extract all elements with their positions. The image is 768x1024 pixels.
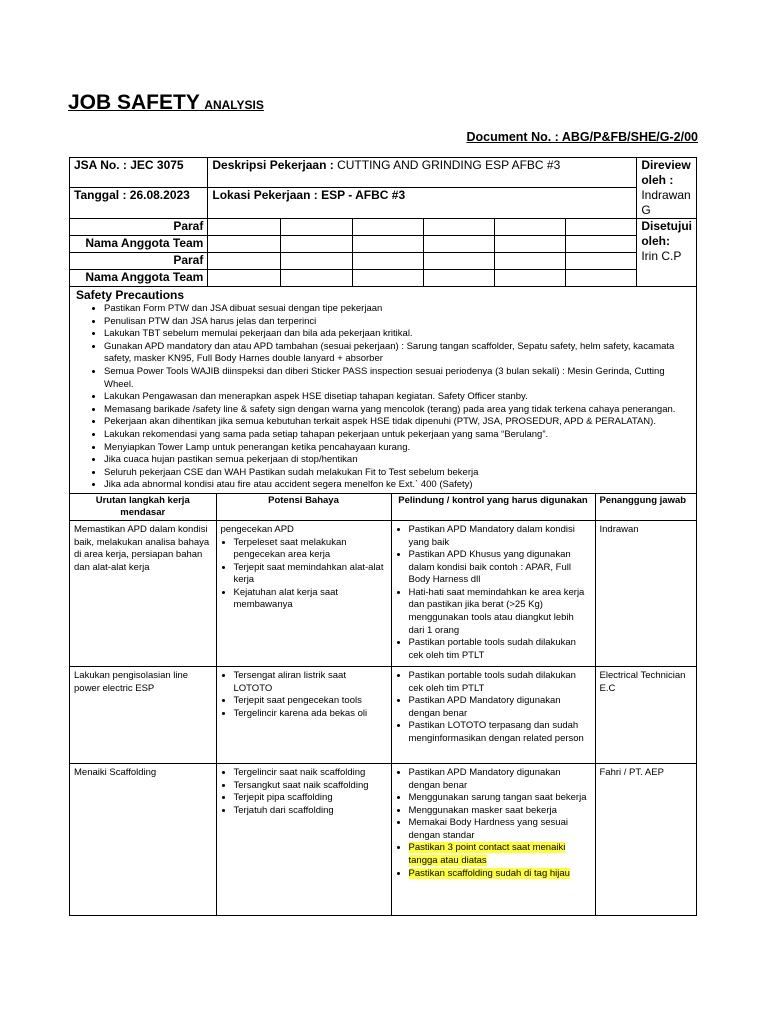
- hazard-item: • Kejatuhan alat kerja saat membawanya: [234, 587, 387, 612]
- control-cell: [391, 763, 595, 915]
- control-item: • Pastikan portable tools sudah dilakukan cek oleh tim PTLT: [409, 637, 591, 662]
- paraf-cell[interactable]: [208, 253, 281, 270]
- column-header-control: Pelindung / kontrol yang harus digunakan: [391, 493, 595, 520]
- pic-cell: Electrical Technician E.C: [595, 666, 696, 763]
- precaution-item: • Semua Power Tools WAJIB diinspeksi dan diberi Sticker PASS inspection sesuai periodenya (3 bulan sekali) : Mesin Gerinda, Cutting Wheel.: [104, 366, 688, 391]
- team-member-cell[interactable]: [352, 270, 423, 287]
- paraf-cell[interactable]: [281, 219, 352, 236]
- control-list: [396, 524, 591, 663]
- hazard-list: [221, 670, 387, 720]
- control-item: • Pastikan APD Mandatory digunakan dengan benar: [409, 695, 591, 720]
- highlight-text: Pastikan 3 point contact saat menaiki tangga atau diatas: [408, 842, 566, 867]
- paraf-cell[interactable]: [423, 253, 494, 270]
- hazard-item: • Tersangkut saat naik scaffolding: [234, 780, 387, 793]
- approver-name: Irin C.P: [641, 249, 682, 263]
- team-member-label-2: Nama Anggota Team: [70, 270, 208, 287]
- column-header-pic: Penanggung jawab: [595, 493, 696, 520]
- team-member-cell[interactable]: [208, 270, 281, 287]
- step-cell: Memastikan APD dalam kondisi baik, melakukan analisa bahaya di area kerja, persiapan bahan dan alat-alat kerja: [70, 520, 216, 666]
- paraf-label-2: Paraf: [70, 253, 208, 270]
- document-title: [68, 91, 264, 115]
- job-location-label: Lokasi Pekerjaan :: [212, 188, 322, 203]
- job-location-value: ESP - AFBC #3: [321, 188, 406, 203]
- paraf-cell[interactable]: [423, 219, 494, 236]
- jsa-number: JSA No. : JEC 3075: [70, 158, 208, 188]
- column-header-step: Urutan langkah kerja mendasar: [70, 493, 216, 520]
- job-location: [208, 188, 637, 219]
- control-item: • Hati-hati saat memindahkan ke area kerja dan pastikan jika berat (>25 Kg) menggunakan tools atau diangkut lebih dari 1 orang: [409, 587, 591, 637]
- title-main: JOB SAFETY: [68, 91, 200, 114]
- reviewer-cell: [637, 158, 696, 219]
- control-item: • Pastikan APD Khusus yang digunakan dalam kondisi baik contoh : APAR, Full Body Harness dll: [409, 549, 591, 587]
- team-member-cell[interactable]: [423, 236, 494, 253]
- safety-precautions: [70, 288, 696, 492]
- job-description-label: Deskripsi Pekerjaan :: [212, 158, 338, 172]
- table-row: [70, 520, 696, 666]
- step-cell: Lakukan pengisolasian line power electric ESP: [70, 666, 216, 763]
- pic-cell: Fahri / PT. AEP: [595, 763, 696, 915]
- hazard-item: • Terjepit saat memindahkan alat-alat kerja: [234, 562, 387, 587]
- team-member-cell[interactable]: [281, 236, 352, 253]
- control-item: • Pastikan APD Mandatory digunakan dengan benar: [409, 767, 591, 792]
- paraf-label-1: Paraf: [70, 219, 208, 236]
- team-member-cell[interactable]: [208, 236, 281, 253]
- pic-cell: Indrawan: [595, 520, 696, 666]
- precaution-item: • Lakukan rekomendasi yang sama pada setiap tahapan pekerjaan untuk pekerjaan yang sama “Berulang”.: [104, 429, 688, 442]
- control-item: • Pastikan LOTOTO terpasang dan sudah menginformasikan dengan related person: [409, 720, 591, 745]
- paraf-cell[interactable]: [352, 253, 423, 270]
- precaution-item: • Jika cuaca hujan pastikan semua pekerjaan di stop/hentikan: [104, 454, 688, 467]
- control-item: • Menggunakan masker saat bekerja: [409, 805, 591, 818]
- steps-table: [70, 493, 696, 916]
- control-item-highlighted: [409, 868, 591, 881]
- paraf-cell[interactable]: [352, 219, 423, 236]
- hazard-item: • Terjepit saat pengecekan tools: [234, 695, 387, 708]
- team-member-label-1: Nama Anggota Team: [70, 236, 208, 253]
- precaution-item: • Lakukan Pengawasan dan menerapkan aspek HSE disetiap tahapan kegiatan. Safety Officer stanby.: [104, 391, 688, 404]
- job-description-value: CUTTING AND GRINDING ESP AFBC #3: [337, 158, 561, 172]
- job-description: [208, 158, 637, 188]
- team-member-cell[interactable]: [352, 236, 423, 253]
- approver-label: Disetujui oleh:: [641, 219, 692, 248]
- team-member-cell[interactable]: [494, 236, 565, 253]
- hazard-list: [221, 767, 387, 817]
- hazard-item: • Terjepit pipa scaffolding: [234, 792, 387, 805]
- hazard-cell: [216, 763, 391, 915]
- hazard-item: • Tergelincir karena ada bekas oli: [234, 708, 387, 721]
- hazard-item: • Terjatuh dari scaffolding: [234, 805, 387, 818]
- hazard-cell: [216, 666, 391, 763]
- precaution-item: • Penulisan PTW dan JSA harus jelas dan terperinci: [104, 316, 688, 329]
- table-row: [70, 666, 696, 763]
- team-member-cell[interactable]: [423, 270, 494, 287]
- hazard-intro: pengecekan APD: [220, 523, 294, 535]
- paraf-cell[interactable]: [566, 253, 637, 270]
- team-member-cell[interactable]: [281, 270, 352, 287]
- precaution-item: • Pastikan Form PTW dan JSA dibuat sesuai dengan tipe pekerjaan: [104, 303, 688, 316]
- hazard-item: • Terpeleset saat melakukan pengecekan area kerja: [234, 537, 387, 562]
- steps-header-row: [70, 493, 696, 520]
- date: Tanggal : 26.08.2023: [70, 188, 208, 219]
- team-member-cell[interactable]: [566, 236, 637, 253]
- control-item: • Menggunakan sarung tangan saat bekerja: [409, 792, 591, 805]
- highlight-text: Pastikan scaffolding sudah di tag hijau: [408, 867, 570, 879]
- control-list: [396, 767, 591, 880]
- hazard-item: • Tersengat aliran listrik saat LOTOTO: [234, 670, 387, 695]
- control-item: • Pastikan APD Mandatory dalam kondisi yang baik: [409, 524, 591, 549]
- paraf-cell[interactable]: [494, 253, 565, 270]
- header-table: [70, 158, 696, 287]
- precaution-item: • Gunakan APD mandatory dan atau APD tambahan (sesuai pekerjaan) : Sarung tangan scaffolder, Sepatu safety, helm safety, kacamata safety, masker KN95, Full Body Harnes double lanyard + absorber: [104, 341, 688, 366]
- approver-cell: [637, 219, 696, 287]
- precaution-item: • Menyiapkan Tower Lamp untuk penerangan ketika pencahayaan kurang.: [104, 442, 688, 455]
- hazard-item: • Tergelincir saat naik scaffolding: [234, 767, 387, 780]
- control-item: • Memakai Body Hardness yang sesuai dengan standar: [409, 817, 591, 842]
- control-cell: [391, 666, 595, 763]
- paraf-cell[interactable]: [566, 219, 637, 236]
- precaution-item: • Memasang barikade /safety line & safety sign dengan warna yang mencolok (terang) pada area yang tidak terkena cahaya penerangan.: [104, 404, 688, 417]
- precaution-item: • Seluruh pekerjaan CSE dan WAH Pastikan sudah melakukan Fit to Test sebelum bekerja: [104, 467, 688, 480]
- paraf-cell[interactable]: [208, 219, 281, 236]
- column-header-hazard: Potensi Bahaya: [216, 493, 391, 520]
- step-cell: Menaiki Scaffolding: [70, 763, 216, 915]
- control-item: • Pastikan portable tools sudah dilakukan cek oleh tim PTLT: [409, 670, 591, 695]
- precaution-item: • Lakukan TBT sebelum memulai pekerjaan dan bila ada pekerjaan kritikal.: [104, 328, 688, 341]
- precaution-item: • Jika ada abnormal kondisi atau fire atau accident segera menelfon ke Ext.` 400 (Safety): [104, 479, 688, 492]
- control-item-highlighted: [409, 842, 591, 867]
- jsa-form: [69, 157, 697, 916]
- team-member-cell[interactable]: [566, 270, 637, 287]
- reviewer-label: Direview oleh :: [641, 158, 691, 187]
- control-list: [396, 670, 591, 746]
- safety-precautions-heading: Safety Precautions: [76, 288, 185, 302]
- hazard-cell: [216, 520, 391, 666]
- safety-precautions-list: [76, 303, 688, 492]
- team-member-cell[interactable]: [494, 270, 565, 287]
- hazard-list: [221, 537, 387, 613]
- title-sub: ANALYSIS: [204, 98, 264, 112]
- paraf-cell[interactable]: [281, 253, 352, 270]
- reviewer-name: Indrawan G: [641, 188, 691, 217]
- control-cell: [391, 520, 595, 666]
- precaution-item: • Pekerjaan akan dihentikan jika semua kebutuhan terkait aspek HSE tidak dipenuhi (PTW, JSA, PROSEDUR, APD & PERALATAN).: [104, 416, 688, 429]
- document-number: Document No. : ABG/P&FB/SHE/G-2/00: [466, 130, 698, 144]
- table-row: [70, 763, 696, 915]
- paraf-cell[interactable]: [494, 219, 565, 236]
